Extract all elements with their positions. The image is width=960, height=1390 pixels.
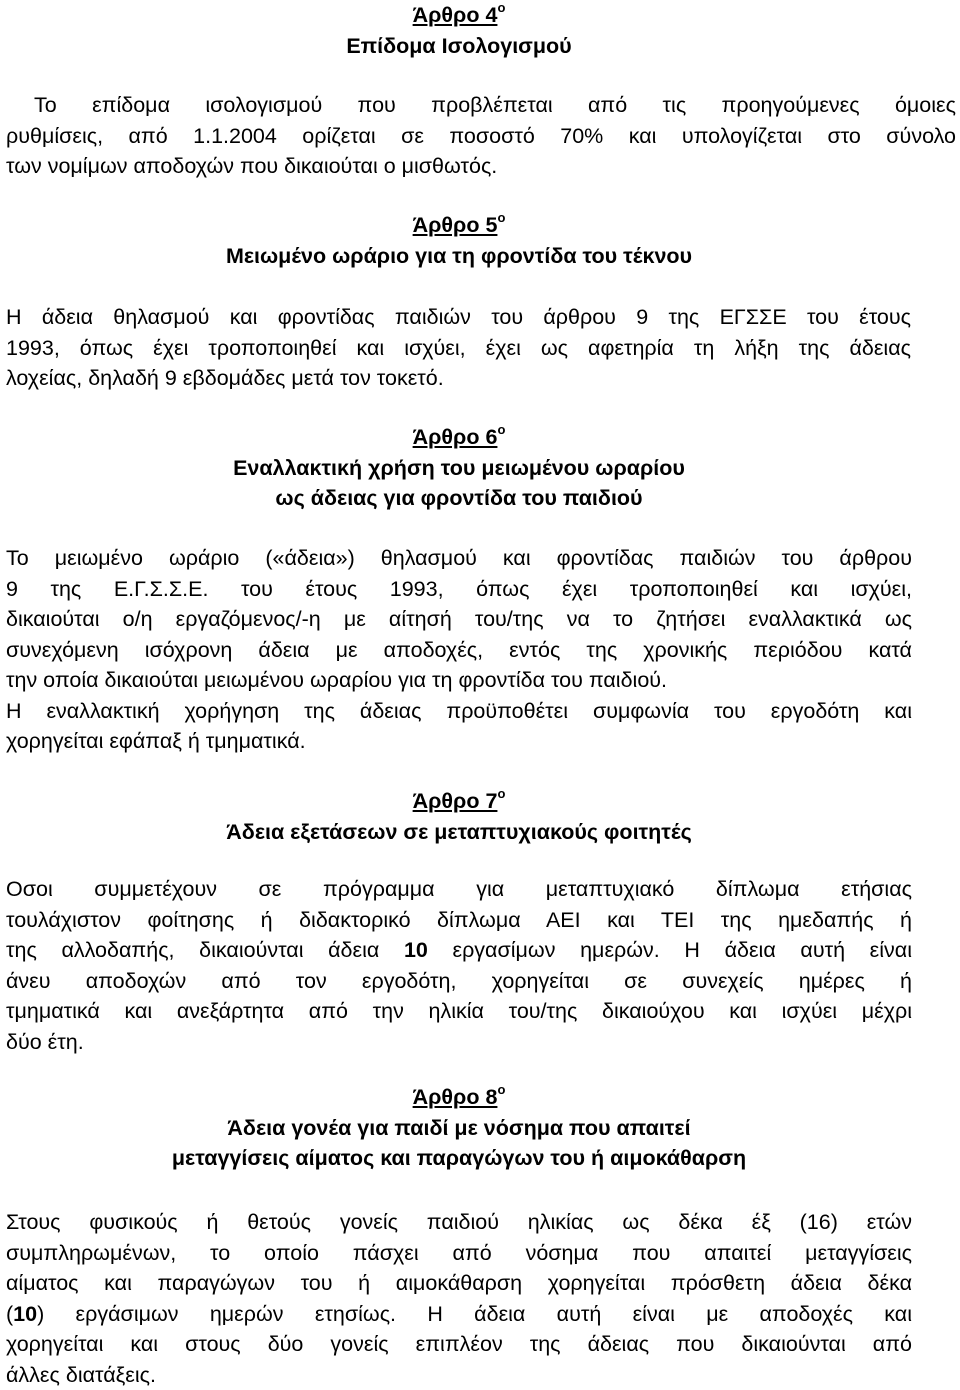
article-5-title: Μειωμένο ωράριο για τη φροντίδα του τέκνου bbox=[6, 241, 912, 272]
paragraph-line: τουλάχιστον φοίτησης ή διδακτορικό δίπλωμα ΑΕΙ και ΤΕΙ της ημεδαπής ή bbox=[6, 905, 912, 936]
paragraph-line: ρυθμίσεις, από 1.1.2004 ορίζεται σε ποσοστό 70% και υπολογίζεται στο σύνολο bbox=[6, 121, 956, 152]
paragraph-line: της αλλοδαπής, δικαιούνται άδεια 10 εργασίμων ημερών. Η άδεια αυτή είναι bbox=[6, 935, 912, 966]
paragraph-line: χορηγείται εφάπαξ ή τμηματικά. bbox=[6, 726, 912, 757]
paragraph-line: άλλες διατάξεις. bbox=[6, 1360, 912, 1390]
article-4-title: Επίδομα Ισολογισμού bbox=[6, 31, 912, 62]
paragraph-line: την οποία δικαιούται μειωμένου ωραρίου για τη φροντίδα του παιδιού. bbox=[6, 665, 912, 696]
paragraph-line: Η εναλλακτική χορήγηση της άδειας προϋποθέτει συμφωνία του εργοδότη και bbox=[6, 696, 912, 727]
days-count: 10 bbox=[13, 1302, 37, 1326]
paragraph-line: των νομίμων αποδοχών που δικαιούται ο μισθωτός. bbox=[6, 151, 956, 182]
paragraph-line: Το μειωμένο ωράριο («άδεια») θηλασμού και φροντίδας παιδιών του άρθρου bbox=[6, 543, 912, 574]
article-6-title-line-1: Εναλλακτική χρήση του μειωμένου ωραρίου bbox=[6, 453, 912, 484]
article-7-paragraph bbox=[6, 874, 912, 1057]
article-7-heading bbox=[6, 786, 912, 847]
paragraph-line: αίματος και παραγώγων του ή αιμοκάθαρση χορηγείται πρόσθετη άδεια δέκα bbox=[6, 1268, 912, 1299]
article-6-paragraph bbox=[6, 543, 912, 757]
article-5-heading bbox=[6, 210, 912, 271]
article-6-title-line-2: ως άδειας για φροντίδα του παιδιού bbox=[6, 483, 912, 514]
paragraph-line: τμηματικά και ανεξάρτητα από την ηλικία του/της δικαιούχου και ισχύει μέχρι bbox=[6, 996, 912, 1027]
days-count: 10 bbox=[404, 938, 428, 962]
paragraph-line: δύο έτη. bbox=[6, 1027, 912, 1058]
paragraph-line: λοχείας, δηλαδή 9 εβδομάδες μετά τον τοκετό. bbox=[6, 363, 911, 394]
article-7-title: Άδεια εξετάσεων σε μεταπτυχιακούς φοιτητές bbox=[6, 817, 912, 848]
paragraph-line: άνευ αποδοχών από τον εργοδότη, χορηγείται σε συνεχείς ημέρες ή bbox=[6, 966, 912, 997]
paragraph-line: 1993, όπως έχει τροποποιηθεί και ισχύει, έχει ως αφετηρία τη λήξη της άδειας bbox=[6, 333, 911, 364]
paragraph-line: Η άδεια θηλασμού και φροντίδας παιδιών του άρθρου 9 της ΕΓΣΣΕ του έτους bbox=[6, 302, 911, 333]
article-4-number: Άρθρο $4^o$ bbox=[413, 3, 506, 27]
article-4-heading bbox=[6, 0, 912, 61]
paragraph-line: 9 της Ε.Γ.Σ.Σ.Ε. του έτους 1993, όπως έχει τροποποιηθεί και ισχύει, bbox=[6, 574, 912, 605]
article-8-number: Άρθρο $8^o$ bbox=[413, 1085, 506, 1109]
article-8-title-line-1: Άδεια γονέα για παιδί με νόσημα που απαιτεί bbox=[6, 1113, 912, 1144]
paragraph-line: (10) εργάσιμων ημερών ετησίως. Η άδεια αυτή είναι με αποδοχές και bbox=[6, 1299, 912, 1330]
article-8-title-line-2: μεταγγίσεις αίματος και παραγώγων του ή αιμοκάθαρση bbox=[6, 1143, 912, 1174]
paragraph-line: δικαιούται ο/η εργαζόμενος/-η με αίτησή του/της να το ζητήσει εναλλακτικά ως bbox=[6, 604, 912, 635]
paragraph-line: συμπληρωμένων, το οποίο πάσχει από νόσημα που απαιτεί μεταγγίσεις bbox=[6, 1238, 912, 1269]
article-6-number: Άρθρο $6^o$ bbox=[413, 425, 506, 449]
article-4-paragraph bbox=[6, 90, 956, 182]
article-5-paragraph bbox=[6, 302, 911, 394]
article-8-paragraph bbox=[6, 1207, 912, 1390]
paragraph-line: Οσοι συμμετέχουν σε πρόγραμμα για μεταπτυχιακό δίπλωμα ετήσιας bbox=[6, 874, 912, 905]
paragraph-line: Στους φυσικούς ή θετούς γονείς παιδιού ηλικίας ως δέκα έξ (16) ετών bbox=[6, 1207, 912, 1238]
article-5-number: Άρθρο $5^o$ bbox=[413, 213, 506, 237]
article-7-number: Άρθρο $7^o$ bbox=[413, 789, 506, 813]
article-6-heading bbox=[6, 422, 912, 514]
paragraph-line: Το επίδομα ισολογισμού που προβλέπεται από τις προηγούμενες όμοιες bbox=[6, 90, 956, 121]
article-8-heading bbox=[6, 1082, 912, 1174]
paragraph-line: χορηγείται και στους δύο γονείς επιπλέον της άδειας που δικαιούνται από bbox=[6, 1329, 912, 1360]
paragraph-line: συνεχόμενη ισόχρονη άδεια με αποδοχές, εντός της χρονικής περιόδου κατά bbox=[6, 635, 912, 666]
